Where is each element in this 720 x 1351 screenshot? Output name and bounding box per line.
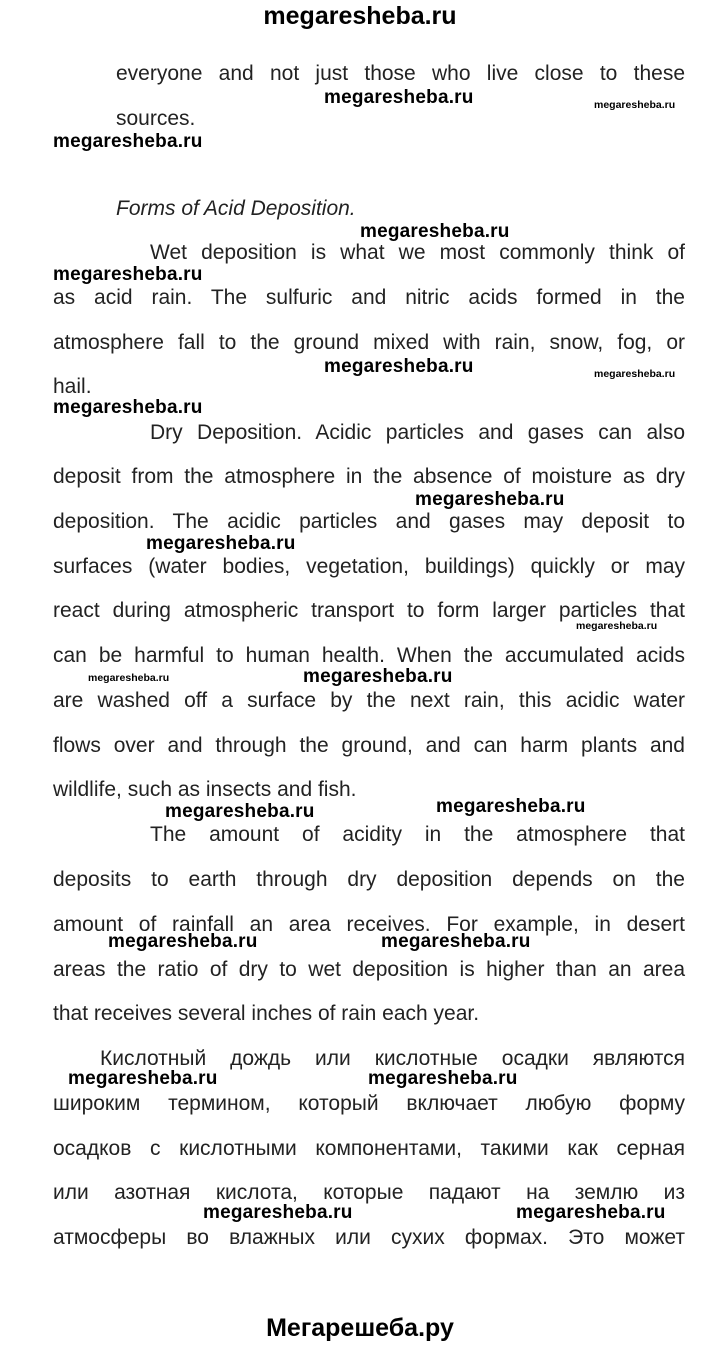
watermark: megaresheba.ru	[516, 1202, 666, 1223]
section-heading: Forms of Acid Deposition.	[116, 197, 356, 220]
watermark: megaresheba.ru	[88, 672, 170, 684]
text-line: deposition. The acidic particles and gases may deposit to	[53, 510, 685, 533]
text-line: wildlife, such as insects and fish.	[53, 778, 357, 801]
watermark: megaresheba.ru	[594, 99, 676, 111]
text-line: Dry Deposition. Acidic particles and gases can also	[150, 421, 685, 444]
watermark: megaresheba.ru	[415, 489, 565, 510]
text-line: amount of rainfall an area receives. For example, in desert	[53, 913, 685, 936]
text-line: hail.	[53, 375, 92, 398]
text-line: can be harmful to human health. When the accumulated acids	[53, 644, 685, 667]
watermark: megaresheba.ru	[576, 620, 658, 632]
text-line: The amount of acidity in the atmosphere that	[150, 823, 685, 846]
text-line: атмосферы во влажных или сухих формах. Это может	[53, 1226, 685, 1249]
watermark: megaresheba.ru	[360, 221, 510, 242]
watermark: megaresheba.ru	[368, 1068, 518, 1089]
text-line: areas the ratio of dry to wet deposition is higher than an area	[53, 958, 685, 981]
site-header-title: megaresheba.ru	[263, 2, 457, 30]
watermark: megaresheba.ru	[436, 796, 586, 817]
watermark: megaresheba.ru	[381, 931, 531, 952]
text-line: as acid rain. The sulfuric and nitric acids formed in the	[53, 286, 685, 309]
watermark: megaresheba.ru	[53, 131, 203, 152]
watermark: megaresheba.ru	[303, 666, 453, 687]
site-footer-title: Мегарешеба.ру	[266, 1314, 454, 1342]
text-line: everyone and not just those who live close to these	[116, 62, 685, 85]
text-line: или азотная кислота, которые падают на землю из	[53, 1181, 685, 1204]
text-line: осадков с кислотными компонентами, такими как серная	[53, 1137, 685, 1160]
watermark: megaresheba.ru	[324, 356, 474, 377]
watermark: megaresheba.ru	[53, 397, 203, 418]
text-line: sources.	[116, 107, 196, 130]
text-line: surfaces (water bodies, vegetation, buildings) quickly or may	[53, 555, 685, 578]
text-line: are washed off a surface by the next rain, this acidic water	[53, 689, 685, 712]
watermark: megaresheba.ru	[53, 264, 203, 285]
watermark: megaresheba.ru	[324, 87, 474, 108]
text-line: deposits to earth through dry deposition depends on the	[53, 868, 685, 891]
text-line: Кислотный дождь или кислотные осадки являются	[100, 1047, 685, 1070]
watermark: megaresheba.ru	[594, 368, 676, 380]
text-line: широким термином, который включает любую форму	[53, 1092, 685, 1115]
watermark: megaresheba.ru	[146, 533, 296, 554]
text-line: Wet deposition is what we most commonly think of	[150, 241, 685, 264]
text-line: that receives several inches of rain each year.	[53, 1002, 480, 1025]
watermark: megaresheba.ru	[108, 931, 258, 952]
watermark: megaresheba.ru	[165, 801, 315, 822]
watermark: megaresheba.ru	[203, 1202, 353, 1223]
text-line: atmosphere fall to the ground mixed with rain, snow, fog, or	[53, 331, 685, 354]
text-line: deposit from the atmosphere in the absence of moisture as dry	[53, 465, 685, 488]
watermark: megaresheba.ru	[68, 1068, 218, 1089]
text-line: react during atmospheric transport to form larger particles that	[53, 599, 685, 622]
text-line: flows over and through the ground, and can harm plants and	[53, 734, 685, 757]
